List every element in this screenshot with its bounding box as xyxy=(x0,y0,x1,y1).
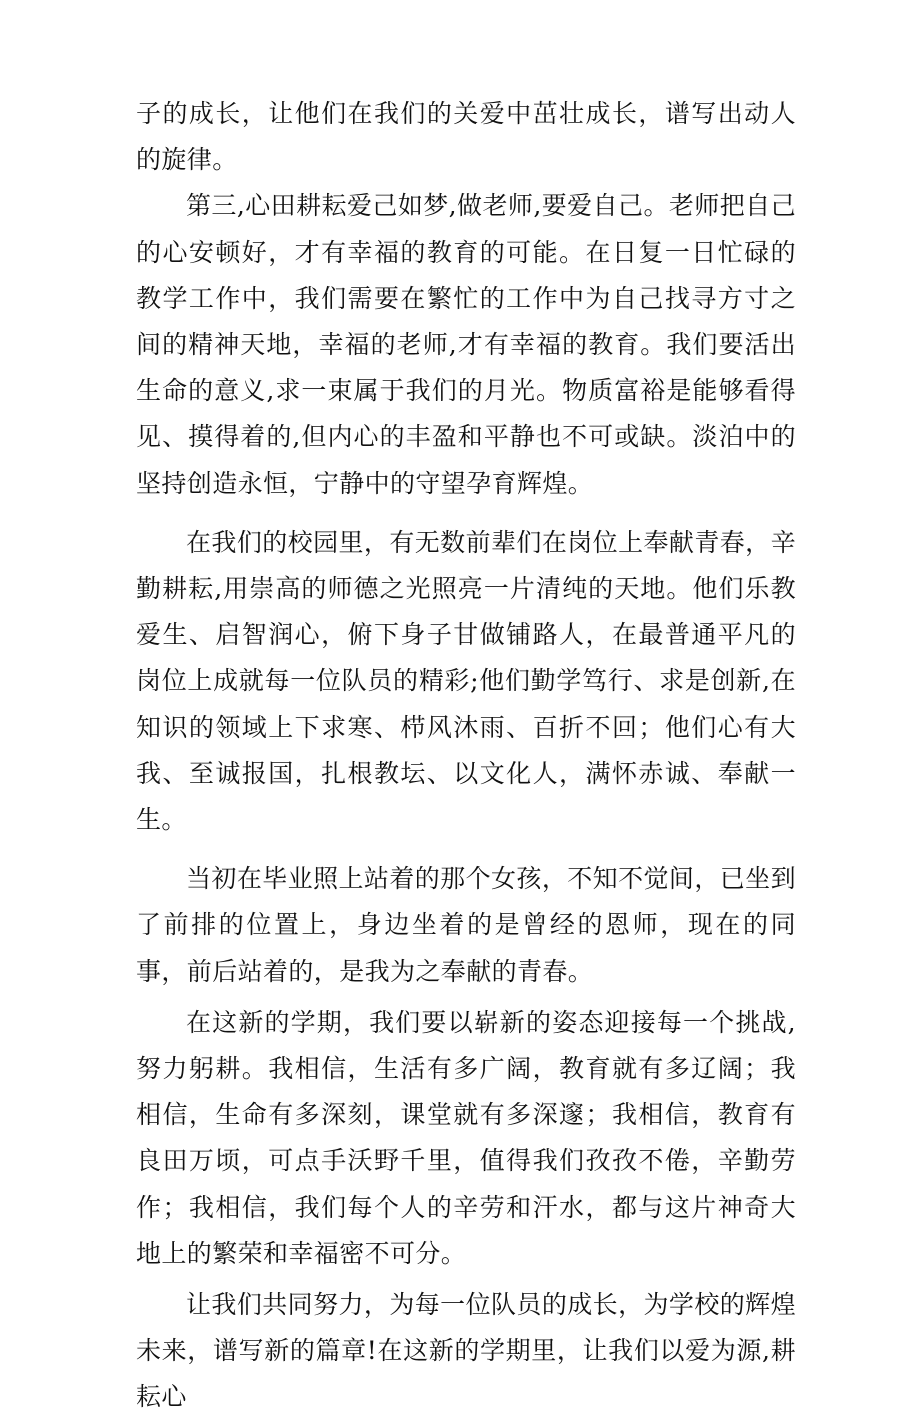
paragraph-self-love: 第三,心田耕耘爱己如梦,做老师,要爱自己。老师把自己的心安顿好，才有幸福的教育的可能。在日复一日忙碌的教学工作中，我们需要在繁忙的工作中为自己找寻方寸之间的精神天地，幸福的老师,才有幸福的教育。我们要活出生命的意义,求一束属于我们的月光。物质富裕是能够看得见、摸得着的,但内心的丰盈和平静也不可或缺。淡泊中的坚持创造永恒，宁静中的守望孕育辉煌。 xyxy=(136,191,796,498)
paragraph-graduation-photo: 当初在毕业照上站着的那个女孩，不知不觉间，已坐到了前排的位置上，身边坐着的是曾经的恩师，现在的同事，前后站着的，是我为之奉献的青春。 xyxy=(136,864,796,986)
document-body xyxy=(136,91,796,1421)
paragraph-campus-predecessors: 在我们的校园里，有无数前辈们在岗位上奉献青春，辛勤耕耘,用崇高的师德之光照亮一片清纯的天地。他们乐教爱生、启智润心，俯下身子甘做铺路人，在最普通平凡的岗位上成就每一位队员的精彩;他们勤学笃行、求是创新,在知识的领域上下求寒、栉风沐雨、百折不回；他们心有大我、至诚报国，扎根教坛、以文化人，满怀赤诚、奉献一生。 xyxy=(136,527,796,835)
paragraph-closing: 让我们共同努力，为每一位队员的成长，为学校的辉煌未来，谱写新的篇章!在这新的学期里，让我们以爱为源,耕耘心 xyxy=(136,1290,796,1412)
paragraph-new-semester: 在这新的学期，我们要以崭新的姿态迎接每一个挑战,努力躬耕。我相信，生活有多广阔，教育就有多辽阔；我相信，生命有多深刻，课堂就有多深邃；我相信，教育有良田万顷，可点手沃野千里，值得我们孜孜不倦，辛勤劳作；我相信，我们每个人的辛劳和汗水，都与这片神奇大地上的繁荣和幸福密不可分。 xyxy=(136,1007,796,1268)
paragraph-continuation: 子的成长，让他们在我们的关爱中茁壮成长，谱写出动人的旋律。 xyxy=(136,99,796,175)
